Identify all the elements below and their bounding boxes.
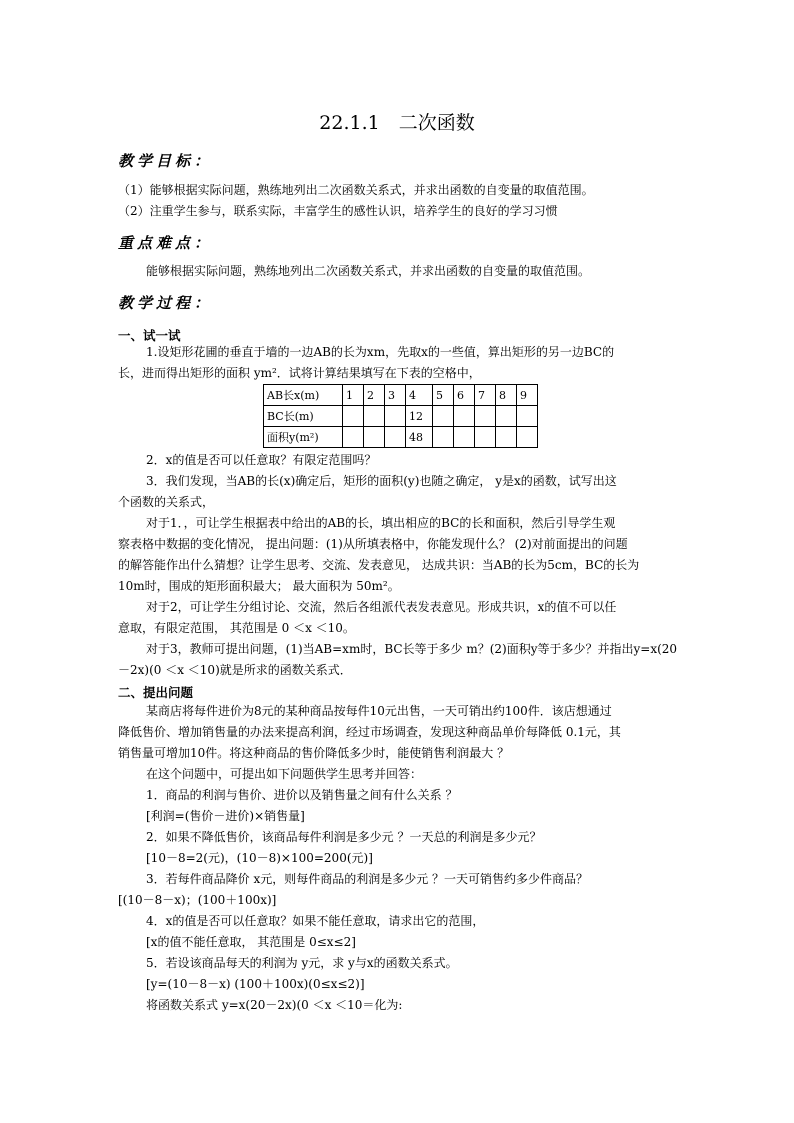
- table-cell: 3: [385, 385, 406, 406]
- table-cell: 9: [517, 385, 538, 406]
- table-cell: [343, 406, 364, 427]
- s1-para-2-line-2: 意取，有限定范围， 其范围是 0 ＜x ＜10。: [118, 621, 355, 635]
- table-cell: 8: [496, 385, 517, 406]
- s1-para-1-line-3: 的解答能作出什么猜想？让学生思考、交流、发表意见， 达成共识：当AB的长为5cm，BC的长为: [118, 558, 640, 572]
- table-cell-label: BC长(m): [264, 406, 343, 427]
- table-cell: 5: [433, 385, 454, 406]
- table-cell: 12: [406, 406, 433, 427]
- goal-1: （1）能够根据实际问题，熟练地列出二次函数关系式，并求出函数的自变量的取值范围。: [118, 183, 594, 197]
- table-row-area: [264, 427, 538, 448]
- table-cell: [454, 427, 475, 448]
- table-cell: 48: [406, 427, 433, 448]
- s1-para-1-line-2: 察表格中数据的变化情况， 提出问题：(1)从所填表格中，你能发现什么？ (2)对前面提出的问题: [118, 537, 628, 551]
- section-2-heading: 二、提出问题: [118, 685, 194, 700]
- page-title: 22.1.1 二次函数: [319, 112, 475, 134]
- s1-para-1-line-4: 10m时，围成的矩形面积最大； 最大面积为 50m²。: [118, 579, 400, 593]
- table-cell: [433, 406, 454, 427]
- s1-para-3-line-2: －2x)(0 ＜x ＜10)就是所求的函数关系式．: [118, 663, 352, 677]
- table-cell: [343, 427, 364, 448]
- s2-q4: 4．x的值是否可以任意取？如果不能任意取，请求出它的范围，: [146, 914, 485, 928]
- table-cell: [454, 406, 475, 427]
- key-point-text: 能够根据实际问题，熟练地列出二次函数关系式，并求出函数的自变量的取值范围。: [146, 264, 591, 278]
- s2-a3: [(10－8－x)；(100＋100x)]: [118, 893, 277, 907]
- table-cell: [517, 427, 538, 448]
- goal-2: （2）注重学生参与，联系实际，丰富学生的感性认识，培养学生的良好的学习习惯: [118, 204, 558, 218]
- s2-final-line: 将函数关系式 y=x(20－2x)(0 ＜x ＜10＝化为:: [146, 998, 403, 1012]
- s2-a1: [利润=(售价－进价)×销售量]: [146, 809, 305, 823]
- heading-key-points: 重点难点：: [118, 234, 214, 252]
- s1-line-1: 1.设矩形花圃的垂直于墙的一边AB的长为xm，先取x的一些值，算出矩形的另一边BC的: [146, 345, 615, 359]
- s1-line-2: 长，进而得出矩形的面积 ym²．试将计算结果填写在下表的空格中，: [118, 366, 481, 380]
- table-row-ab: [264, 385, 538, 406]
- table-cell: [364, 406, 385, 427]
- table-cell: [364, 427, 385, 448]
- s1-para-2-line-1: 对于2，可让学生分组讨论、交流，然后各组派代表发表意见。形成共识，x的值不可以任: [146, 600, 617, 614]
- s2-q2: 2．如果不降低售价，该商品每件利润是多少元 ？一天总的利润是多少元？: [146, 830, 542, 844]
- table-cell: [496, 427, 517, 448]
- heading-teaching-goals: 教学目标：: [118, 152, 214, 170]
- s2-line-4: 在这个问题中，可提出如下问题供学生思考并回答：: [146, 767, 423, 781]
- s2-a4: [x的值不能任意取， 其范围是 0≤x≤2]: [146, 935, 356, 949]
- table-cell: 4: [406, 385, 433, 406]
- table-cell: [385, 406, 406, 427]
- table-row-bc: [264, 406, 538, 427]
- s1-question-2: 2．x的值是否可以任意取？有限定范围吗？: [146, 453, 377, 467]
- table-cell: [475, 406, 496, 427]
- table-cell: [433, 427, 454, 448]
- table-cell: [496, 406, 517, 427]
- s2-q1: 1．商品的利润与售价、进价以及销售量之间有什么关系 ？: [146, 788, 458, 802]
- table-cell: 7: [475, 385, 496, 406]
- s2-a5: [y=(10－8－x) (100＋100x)(0≤x≤2)]: [146, 977, 365, 991]
- table-cell: [517, 406, 538, 427]
- s2-q3: 3．若每件商品降价 x元，则每件商品的利润是多少元 ？一天可销售约多少件商品？: [146, 872, 589, 886]
- table-cell: [385, 427, 406, 448]
- heading-teaching-process: 教学过程：: [118, 294, 214, 312]
- table-cell: 2: [364, 385, 385, 406]
- s2-a2: [10－8=2(元)，(10－8)×100=200(元)]: [146, 851, 373, 865]
- s1-para-3-line-1: 对于3，教师可提出问题，(1)当AB=xm时，BC长等于多少 m？(2)面积y等于多少？并指出y=x(20: [146, 642, 678, 656]
- s2-line-2: 降低售价、增加销售量的办法来提高利润，经过市场调查，发现这种商品单价每降低 0.1元，其: [118, 725, 621, 739]
- table-cell: [475, 427, 496, 448]
- s2-line-1: 某商店将每件进价为8元的某种商品按每件10元出售，一天可销出约100件．该店想通过: [146, 704, 612, 718]
- s1-question-3-cont: 个函数的关系式，: [118, 495, 215, 509]
- table-cell: 6: [454, 385, 475, 406]
- s1-question-3: 3．我们发现，当AB的长(x)确定后，矩形的面积(y)也随之确定， y是x的函数，试写出这: [146, 474, 617, 488]
- s2-q5: 5．若设该商品每天的利润为 y元，求 y与x的函数关系式。: [146, 956, 458, 970]
- section-1-heading: 一、试一试: [118, 328, 181, 343]
- table-cell-label: AB长x(m): [264, 385, 343, 406]
- calculation-table: [263, 384, 538, 448]
- s1-para-1-line-1: 对于1．，可让学生根据表中给出的AB的长，填出相应的BC的长和面积，然后引导学生观: [146, 516, 616, 530]
- s2-line-3: 销售量可增加10件。将这种商品的售价降低多少时，能使销售利润最大 ？: [118, 746, 510, 760]
- table-cell: 1: [343, 385, 364, 406]
- table-cell-label: 面积y(m²): [264, 427, 343, 448]
